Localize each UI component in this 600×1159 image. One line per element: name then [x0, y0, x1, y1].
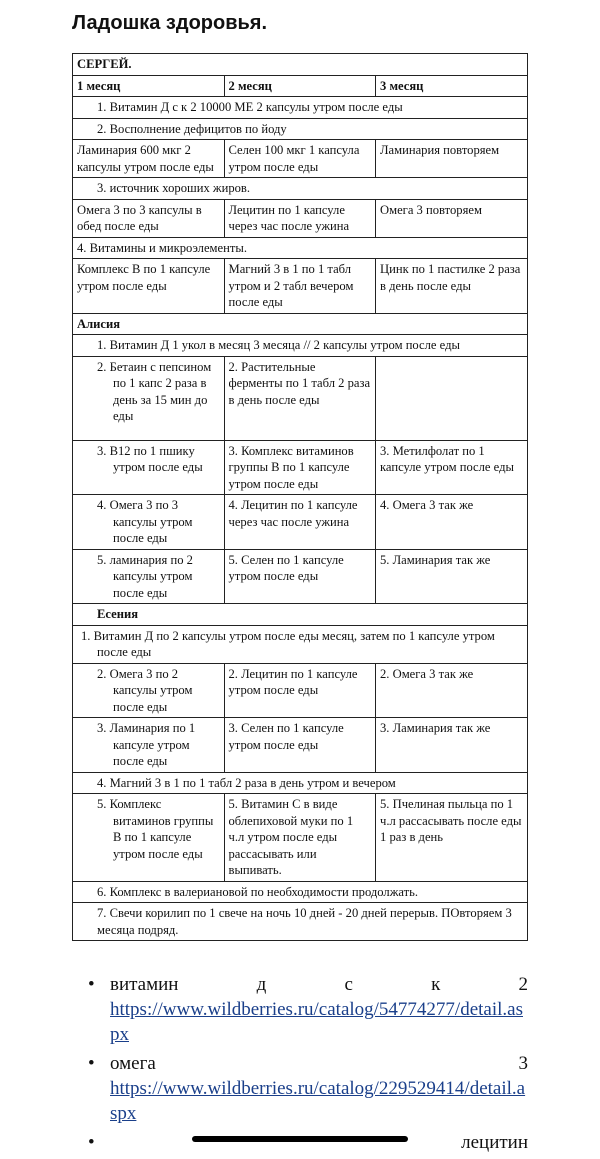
- section-header-sergey: [73, 54, 528, 76]
- table-row: [73, 495, 528, 550]
- person-name-alisia: Алисия: [73, 313, 528, 335]
- cell: 2. Омега 3 по 2 капсулы утром после еды: [73, 663, 225, 718]
- table-row: [73, 794, 528, 882]
- table-row: [73, 199, 528, 237]
- link-caption: витамин д с к 2: [110, 974, 528, 995]
- cell: 4. Омега 3 по 3 капсулы утром после еды: [73, 495, 225, 550]
- cell: 2. Омега 3 так же: [376, 663, 528, 718]
- cell: 2. Бетаин с пепсином по 1 капс 2 раза в день за 15 мин до еды: [73, 356, 225, 440]
- link-caption: омега 3: [110, 1053, 528, 1074]
- cell: Цинк по 1 пастилке 2 раза в день после еды: [376, 259, 528, 314]
- cell: 2. Растительные ферменты по 1 табл 2 раза в день после еды: [224, 356, 376, 440]
- cell: Селен 100 мкг 1 капсула утром после еды: [224, 140, 376, 178]
- table-row: [73, 440, 528, 495]
- table-row: [73, 663, 528, 718]
- month-3-header: 3 месяц: [376, 75, 528, 97]
- cell: 3. Ламинария так же: [376, 718, 528, 773]
- cell: 2. Лецитин по 1 капсуле утром после еды: [224, 663, 376, 718]
- table-row: [73, 356, 528, 440]
- cell: 5. Витамин С в виде облепиховой муки по 1 ч.л утром после еды рассасывать или выпивать.: [224, 794, 376, 882]
- sergey-item-2: 2. Восполнение дефицитов по йоду: [73, 118, 528, 140]
- cell: 4. Лецитин по 1 капсуле через час после ужина: [224, 495, 376, 550]
- section-header-alisia: [73, 313, 528, 335]
- person-name-sergey: СЕРГЕЙ.: [73, 54, 528, 76]
- cell: 3. Метилфолат по 1 капсуле утром после еды: [376, 440, 528, 495]
- cell: Комплекс В по 1 капсуле утром после еды: [73, 259, 225, 314]
- cell: Ламинария повторяем: [376, 140, 528, 178]
- cell: 3. В12 по 1 пшику утром после еды: [73, 440, 225, 495]
- product-link-list: [72, 972, 528, 1159]
- table-row: [73, 549, 528, 604]
- month-2-header: 2 месяц: [224, 75, 376, 97]
- supplement-plan-table: [72, 53, 528, 941]
- cell: 5. Ламинария так же: [376, 549, 528, 604]
- cell: 5. ламинария по 2 капсулы утром после еды: [73, 549, 225, 604]
- cell: Магний 3 в 1 по 1 табл утром и 2 табл вечером после еды: [224, 259, 376, 314]
- cell: Омега 3 по 3 капсулы в обед после еды: [73, 199, 225, 237]
- page-title: Ладошка здоровья.: [72, 12, 268, 34]
- cell: Лецитин по 1 капсуле через час после ужина: [224, 199, 376, 237]
- month-1-header: 1 месяц: [73, 75, 225, 97]
- omega-3-link[interactable]: https://www.wildberries.ru/catalog/229529414/detail.aspx: [110, 1078, 526, 1124]
- sergey-item-1: 1. Витамин Д с к 2 10000 МЕ 2 капсулы утром после еды: [73, 97, 528, 119]
- bullet-icon: •: [88, 1053, 95, 1074]
- home-indicator[interactable]: [192, 1136, 408, 1142]
- esenia-item-1: 1. Витамин Д по 2 капсулы утром после еды месяц, затем по 1 капсуле утром после еды: [73, 625, 528, 663]
- link-caption: лецитин: [461, 1132, 528, 1153]
- vitamin-d-link[interactable]: https://www.wildberries.ru/catalog/54774277/detail.aspx: [110, 999, 523, 1045]
- sergey-item-4: 4. Витамины и микроэлементы.: [73, 237, 528, 259]
- cell: 4. Омега 3 так же: [376, 495, 528, 550]
- cell: 5. Селен по 1 капсуле утром после еды: [224, 549, 376, 604]
- alisia-item-1: 1. Витамин Д 1 укол в месяц 3 месяца // 2 капсулы утром после еды: [73, 335, 528, 357]
- month-header-row: [73, 75, 528, 97]
- table-row: [73, 259, 528, 314]
- cell: [376, 356, 528, 440]
- table-row: [73, 718, 528, 773]
- esenia-item-4: 4. Магний 3 в 1 по 1 табл 2 раза в день утром и вечером: [73, 772, 528, 794]
- cell: 5. Пчелиная пыльца по 1 ч.л рассасывать после еды 1 раз в день: [376, 794, 528, 882]
- esenia-item-6: 6. Комплекс в валериановой по необходимости продолжать.: [73, 881, 528, 903]
- sergey-item-3: 3. источник хороших жиров.: [73, 178, 528, 200]
- section-header-esenia: [73, 604, 528, 626]
- cell: 3. Ламинария по 1 капсуле утром после еды: [73, 718, 225, 773]
- bullet-icon: •: [88, 1132, 95, 1153]
- cell: 3. Селен по 1 капсуле утром после еды: [224, 718, 376, 773]
- table-row: [73, 140, 528, 178]
- esenia-item-7: 7. Свечи корилип по 1 свече на ночь 10 дней - 20 дней перерыв. ПОвторяем 3 месяца подряд.: [73, 903, 528, 941]
- list-item: [72, 972, 528, 1047]
- person-name-esenia: Есения: [73, 604, 528, 626]
- cell: Омега 3 повторяем: [376, 199, 528, 237]
- cell: 5. Комплекс витаминов группы В по 1 капсуле утром после еды: [73, 794, 225, 882]
- list-item: [72, 1051, 528, 1126]
- cell: Ламинария 600 мкг 2 капсулы утром после еды: [73, 140, 225, 178]
- bullet-icon: •: [88, 974, 95, 995]
- list-item: [72, 1130, 528, 1155]
- cell: 3. Комплекс витаминов группы В по 1 капсуле утром после еды: [224, 440, 376, 495]
